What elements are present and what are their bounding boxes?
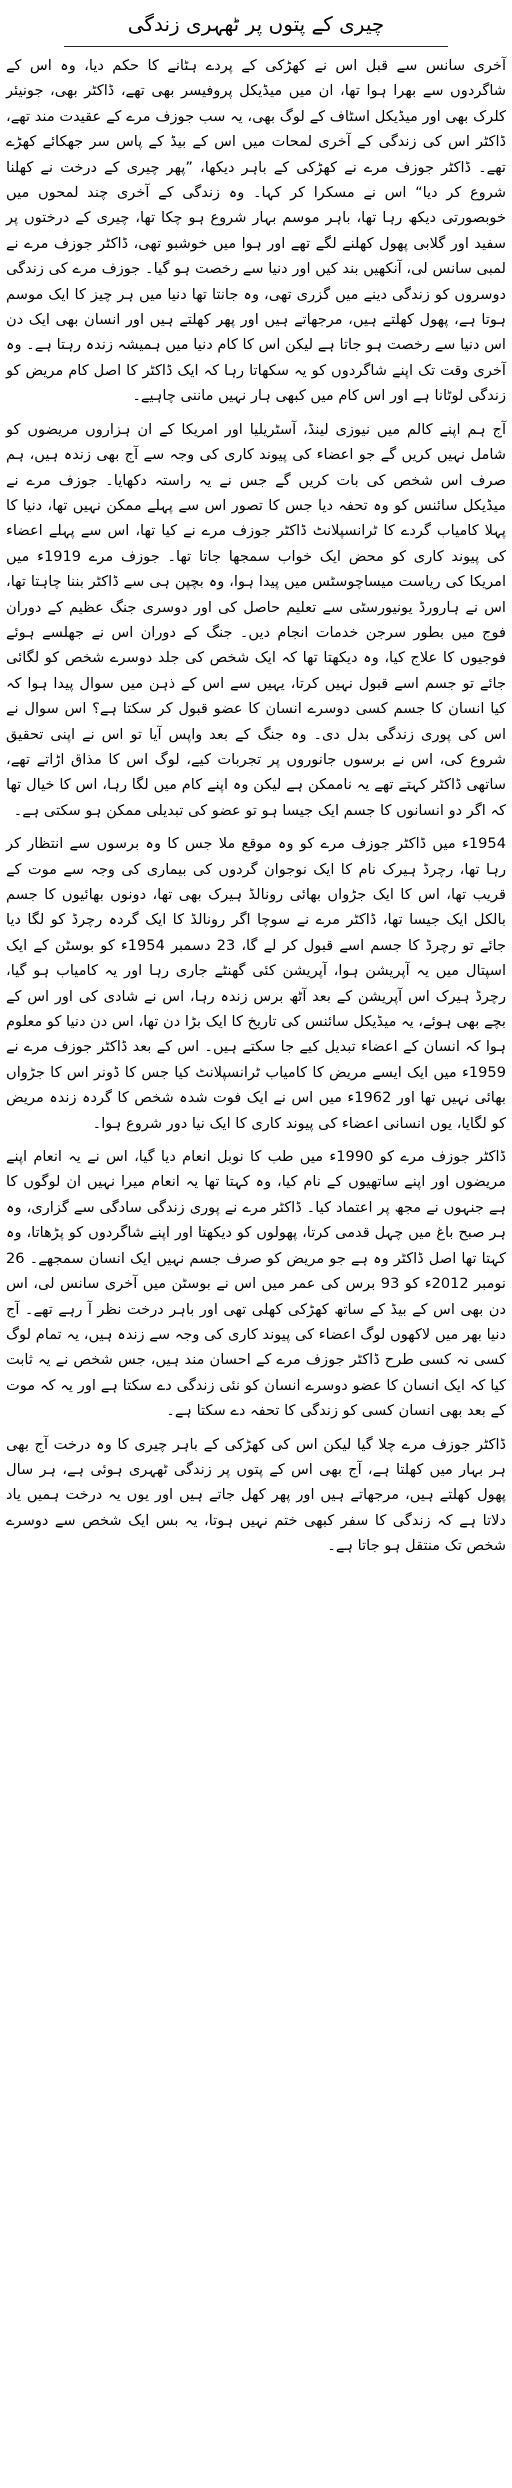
article-body [4,53,508,1559]
paragraph-1: آخری سانس سے قبل اس نے کھڑکی کے پردے ہٹانے کا حکم دیا، وہ اس کے شاگردوں سے بھرا ہوا تھا، ان میں میڈیکل پروفیسر بھی تھے، ڈاکٹر بھی، جونیئر کلرک بھی اور میڈیکل اسٹاف کے لوگ بھی، یہ سب جوزف مرے کے عقیدت مند تھے، ڈاکٹر اس کی زندگی کے آخری لمحات میں اس کے بیڈ کے پاس سر جھکائے کھڑے تھے۔ ڈاکٹر جوزف مرے نے کھڑکی کے باہر دیکھا، ”پھر چیری کے درخت نے کھلنا شروع کر دیا“ اس نے مسکرا کر کہا۔ وہ زندگی کے آخری چند لمحوں میں خوبصورتی دیکھ رہا تھا، باہر موسم بہار شروع ہو چکا تھا، چیری کے درختوں پر سفید اور گلابی پھول کھلنے لگے تھے اور ہوا میں خوشبو تھی، ڈاکٹر جوزف مرے نے لمبی سانس لی، آنکھیں بند کیں اور دنیا سے رخصت ہو گیا۔ جوزف مرے کی زندگی دوسروں کو زندگی دینے میں گزری تھی، وہ جانتا تھا دنیا میں ہر چیز کا ایک موسم ہوتا ہے، پھول کھلتے ہیں، مرجھاتے ہیں اور پھر کھلتے ہیں اور انسان بھی ایک دن اس دنیا سے رخصت ہو جاتا ہے لیکن اس کا کام دنیا میں ہمیشہ زندہ رہتا ہے۔ وہ آخری وقت تک اپنے شاگردوں کو یہ سکھاتا رہا کہ ایک ڈاکٹر کا اصل کام مریض کو زندگی لوٹانا ہے اور اس کام میں کبھی ہار نہیں ماننی چاہیے۔ [6,57,506,405]
paragraph-3: 1954ء میں ڈاکٹر جوزف مرے کو وہ موقع ملا جس کا وہ برسوں سے انتظار کر رہا تھا، رچرڈ ہیرک نام کا ایک نوجوان گردوں کی بیماری کی وجہ سے موت کے قریب تھا، اس کا ایک جڑواں بھائی رونالڈ ہیرک بھی تھا، دونوں بھائیوں کا جسم بالکل ایک جیسا تھا، ڈاکٹر مرے نے سوچا اگر رونالڈ کا ایک گردہ رچرڈ کو لگا دیا جائے تو رچرڈ کا جسم اسے قبول کر لے گا، 23 دسمبر 1954ء کو بوسٹن کے ایک اسپتال میں یہ آپریشن ہوا، آپریشن کئی گھنٹے جاری رہا اور یہ کامیاب ہو گیا، رچرڈ ہیرک اس آپریشن کے بعد آٹھ برس زندہ رہا، اس نے شادی کی اور اس کے بچے بھی ہوئے، یہ میڈیکل سائنس کی تاریخ کا ایک بڑا دن تھا، اس دن دنیا کو معلوم ہوا کہ انسان کے اعضاء تبدیل کیے جا سکتے ہیں۔ اس کے بعد ڈاکٹر جوزف مرے نے 1959ء میں ایک ایسے مریض کا کامیاب ٹرانسپلانٹ کیا جس کا ڈونر اس کا جڑواں بھائی نہیں تھا اور 1962ء میں اس نے ایک فوت شدہ شخص کا گردہ زندہ مریض کو لگایا، یوں انسانی اعضاء کی پیوند کاری کا ایک نیا دور شروع ہوا۔ [6,835,506,1132]
paragraph-5: ڈاکٹر جوزف مرے چلا گیا لیکن اس کی کھڑکی کے باہر چیری کا وہ درخت آج بھی ہر بہار میں کھلتا ہے، آج بھی اس کے پتوں پر زندگی ٹھہری ہوئی ہے، ہر سال پھول کھلتے ہیں، مرجھاتے ہیں اور پھر کھل جاتے ہیں اور یوں یہ درخت ہمیں یاد دلاتا ہے کہ زندگی کا سفر کبھی ختم نہیں ہوتا، یہ بس ایک شخص سے دوسرے شخص تک منتقل ہو جاتا ہے۔ [6,1435,506,1555]
newspaper-column [4,4,508,2484]
headline-divider [64,46,448,47]
paragraph-2: آج ہم اپنے کالم میں نیوزی لینڈ، آسٹریلیا اور امریکا کے ان ہزاروں مریضوں کو شامل نہیں کریں گے جو اعضاء کی پیوند کاری کی وجہ سے آج بھی زندہ ہیں، ہم صرف اس شخص کی بات کریں گے جس نے یہ راستہ دکھایا۔ جوزف مرے نے میڈیکل سائنس کو وہ تحفہ دیا جس کا تصور اس سے پہلے ممکن نہیں تھا، دنیا کا پہلا کامیاب گردے کا ٹرانسپلانٹ ڈاکٹر جوزف مرے نے کیا تھا، اس سے پہلے اعضاء کی پیوند کاری کو محض ایک خواب سمجھا جاتا تھا۔ جوزف مرے 1919ء میں امریکا کی ریاست میساچوسٹس میں پیدا ہوا، وہ بچپن ہی سے ڈاکٹر بننا چاہتا تھا، اس نے ہارورڈ یونیورسٹی سے تعلیم حاصل کی اور دوسری جنگ عظیم کے دوران فوج میں بطور سرجن خدمات انجام دیں۔ جنگ کے دوران اس نے جھلسے ہوئے فوجیوں کا علاج کیا، وہ دیکھتا تھا کہ ایک شخص کی جلد دوسرے شخص کو لگائی جائے تو جسم اسے قبول نہیں کرتا، یہیں سے اس کے ذہن میں سوال پیدا ہوا کہ کیا انسان کا جسم کسی دوسرے انسان کا عضو قبول کر سکتا ہے؟ اس سوال نے اس کی پوری زندگی بدل دی۔ وہ جنگ کے بعد واپس آیا تو اس نے اپنی تحقیق شروع کی، اس نے برسوں جانوروں پر تجربات کیے، لوگ اس کا مذاق اڑاتے تھے، ساتھی ڈاکٹر کہتے تھے یہ ناممکن ہے لیکن وہ اپنے کام میں لگا رہا، اس کا خیال تھا کہ اگر دو انسانوں کا جسم ایک جیسا ہو تو عضو کی تبدیلی ممکن ہو سکتی ہے۔ [6,420,506,819]
headline: چیری کے پتوں پر ٹھہری زندگی [127,12,385,36]
paragraph-4: ڈاکٹر جوزف مرے کو 1990ء میں طب کا نوبل انعام دیا گیا، اس نے یہ انعام اپنے مریضوں اور اپنے ساتھیوں کے نام کیا، وہ کہتا تھا یہ انعام میرا نہیں ان لوگوں کا ہے جنہوں نے مجھ پر اعتماد کیا۔ ڈاکٹر مرے نے پوری زندگی سادگی سے گزاری، وہ ہر صبح باغ میں چہل قدمی کرتا، پھولوں کو دیکھتا اور اپنے شاگردوں کو پڑھاتا، وہ کہتا تھا اصل ڈاکٹر وہ ہے جو مریض کو صرف جسم نہیں ایک انسان سمجھے۔ 26 نومبر 2012ء کو 93 برس کی عمر میں اس نے بوسٹن میں آخری سانس لی، اس دن بھی اس کے بیڈ کے ساتھ کھڑکی کھلی تھی اور باہر درخت نظر آ رہے تھے۔ آج دنیا بھر میں لاکھوں لوگ اعضاء کی پیوند کاری کی وجہ سے زندہ ہیں، یہ تمام لوگ کسی نہ کسی طرح ڈاکٹر جوزف مرے کے احسان مند ہیں، جس شخص نے یہ ثابت کیا کہ ایک انسان کا عضو دوسرے انسان کو نئی زندگی دے سکتا ہے اور یہ کہ موت کے بعد بھی انسان کسی کو زندگی کا تحفہ دے سکتا ہے۔ [6,1148,507,1420]
